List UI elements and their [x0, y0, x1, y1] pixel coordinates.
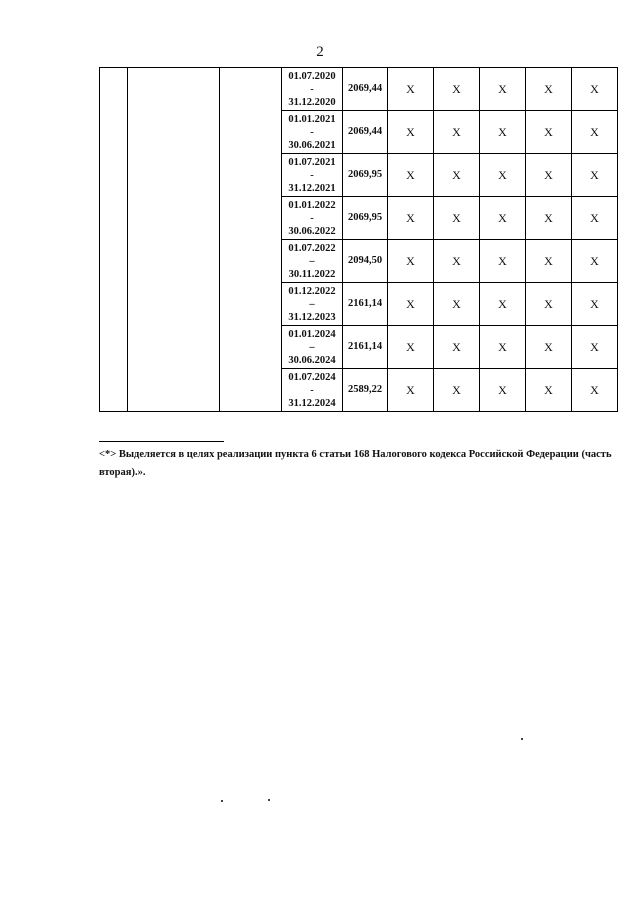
- scan-speck: [521, 738, 523, 740]
- period-end: 30.06.2024: [288, 354, 336, 366]
- mark-cell: X: [526, 283, 572, 326]
- period-start: 01.07.2020: [288, 70, 336, 82]
- period-end: 31.12.2024: [288, 397, 336, 409]
- period-end: 30.11.2022: [288, 268, 336, 280]
- period-cell: [282, 283, 343, 326]
- mark-cell: X: [526, 197, 572, 240]
- mark-cell: X: [526, 369, 572, 412]
- mark-cell: X: [434, 326, 480, 369]
- period-end: 31.12.2021: [288, 182, 336, 194]
- value-cell: 2069,95: [343, 154, 388, 197]
- mark-cell: X: [388, 154, 434, 197]
- mark-cell: X: [434, 154, 480, 197]
- period-dash: –: [309, 341, 315, 353]
- mark-cell: X: [526, 326, 572, 369]
- period-start: 01.01.2022: [288, 199, 336, 211]
- table-row: [100, 68, 618, 111]
- mark-cell: X: [480, 111, 526, 154]
- period-start: 01.01.2024: [288, 328, 336, 340]
- value-cell: 2161,14: [343, 326, 388, 369]
- mark-cell: X: [572, 154, 618, 197]
- period-start: 01.01.2021: [288, 113, 336, 125]
- period-end: 30.06.2021: [288, 139, 336, 151]
- mark-cell: X: [572, 68, 618, 111]
- period-dash: -: [310, 126, 314, 138]
- mark-cell: X: [388, 283, 434, 326]
- mark-cell: X: [388, 240, 434, 283]
- mark-cell: X: [480, 369, 526, 412]
- period-dash: –: [309, 255, 315, 267]
- mark-cell: X: [572, 240, 618, 283]
- merged-blank-cell-2: [128, 68, 220, 412]
- period-start: 01.07.2024: [288, 371, 336, 383]
- value-cell: 2589,22: [343, 369, 388, 412]
- footnote-separator: [99, 441, 224, 442]
- merged-blank-cell-3: [220, 68, 282, 412]
- mark-cell: X: [434, 369, 480, 412]
- value-cell: 2069,44: [343, 68, 388, 111]
- footnote-text: <*> Выделяется в целях реализации пункта 6 статьи 168 Налогового кодекса Российской Федерации (часть вторая).».: [99, 449, 612, 478]
- period-dash: –: [309, 298, 315, 310]
- period-end: 31.12.2023: [288, 311, 336, 323]
- scan-speck: [268, 799, 270, 801]
- mark-cell: X: [526, 111, 572, 154]
- period-cell: [282, 154, 343, 197]
- mark-cell: X: [388, 197, 434, 240]
- period-start: 01.12.2022: [288, 285, 336, 297]
- period-cell: [282, 240, 343, 283]
- table-body: [100, 68, 618, 412]
- period-dash: -: [310, 212, 314, 224]
- mark-cell: X: [572, 326, 618, 369]
- mark-cell: X: [480, 283, 526, 326]
- mark-cell: X: [388, 326, 434, 369]
- mark-cell: X: [480, 68, 526, 111]
- mark-cell: X: [434, 197, 480, 240]
- mark-cell: X: [526, 154, 572, 197]
- mark-cell: X: [480, 154, 526, 197]
- period-dash: -: [310, 169, 314, 181]
- period-cell: [282, 111, 343, 154]
- mark-cell: X: [388, 369, 434, 412]
- value-cell: 2069,95: [343, 197, 388, 240]
- scan-speck: [221, 800, 223, 802]
- mark-cell: X: [572, 283, 618, 326]
- period-start: 01.07.2021: [288, 156, 336, 168]
- mark-cell: X: [480, 197, 526, 240]
- mark-cell: X: [434, 283, 480, 326]
- period-end: 30.06.2022: [288, 225, 336, 237]
- mark-cell: X: [434, 111, 480, 154]
- mark-cell: X: [526, 240, 572, 283]
- page-number: 2: [316, 44, 324, 60]
- value-cell: 2161,14: [343, 283, 388, 326]
- mark-cell: X: [480, 240, 526, 283]
- mark-cell: X: [388, 111, 434, 154]
- tariff-table: [99, 67, 618, 412]
- mark-cell: X: [434, 68, 480, 111]
- value-cell: 2069,44: [343, 111, 388, 154]
- mark-cell: X: [388, 68, 434, 111]
- period-cell: [282, 197, 343, 240]
- mark-cell: X: [572, 369, 618, 412]
- period-start: 01.07.2022: [288, 242, 336, 254]
- mark-cell: X: [480, 326, 526, 369]
- mark-cell: X: [526, 68, 572, 111]
- mark-cell: X: [572, 111, 618, 154]
- period-cell: [282, 369, 343, 412]
- period-cell: [282, 68, 343, 111]
- mark-cell: X: [572, 197, 618, 240]
- period-cell: [282, 326, 343, 369]
- period-dash: -: [310, 384, 314, 396]
- merged-blank-cell-1: [100, 68, 128, 412]
- mark-cell: X: [434, 240, 480, 283]
- value-cell: 2094,50: [343, 240, 388, 283]
- period-end: 31.12.2020: [288, 96, 336, 108]
- period-dash: -: [310, 83, 314, 95]
